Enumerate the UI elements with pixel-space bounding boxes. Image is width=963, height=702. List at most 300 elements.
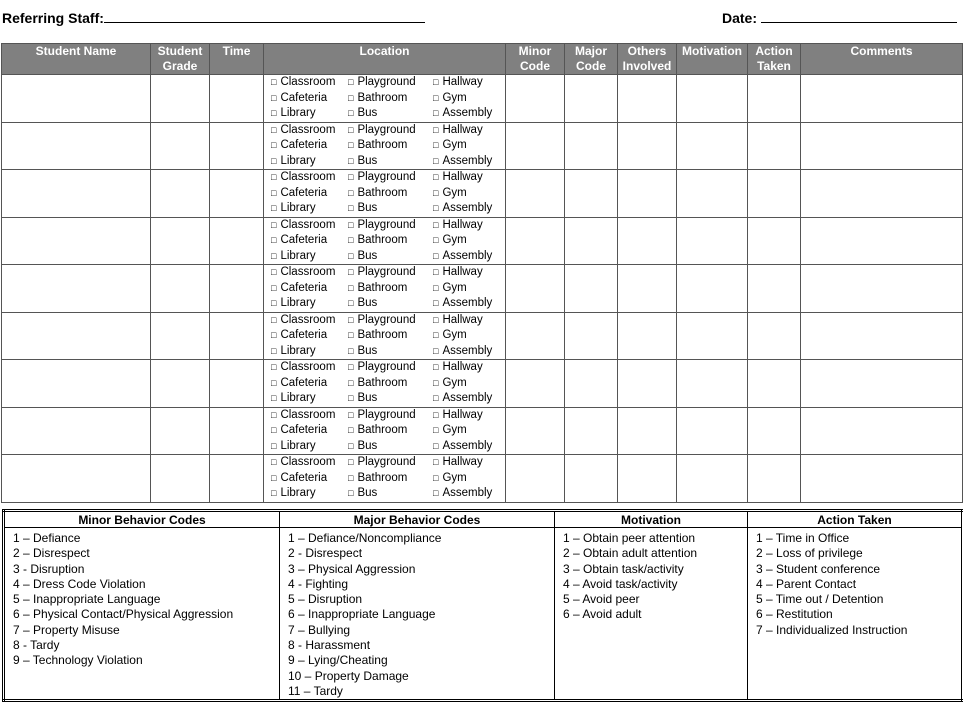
- table-row: [2, 122, 963, 170]
- location-checkbox[interactable]: [271, 313, 348, 329]
- motivation-cell[interactable]: [677, 407, 748, 455]
- location-cell: [264, 265, 506, 313]
- location-checkbox[interactable]: [433, 250, 492, 262]
- location-checkbox[interactable]: [433, 171, 483, 183]
- time-cell[interactable]: [210, 75, 264, 123]
- checkbox-icon: □: [348, 440, 354, 451]
- minor-codes-list: [4, 528, 280, 701]
- minor-code-cell[interactable]: [506, 312, 565, 360]
- location-checkbox[interactable]: [348, 455, 433, 471]
- location-checkbox[interactable]: [271, 186, 348, 202]
- location-checkbox[interactable]: [271, 486, 348, 502]
- checkbox-icon: □: [348, 298, 354, 308]
- location-checkbox[interactable]: [433, 487, 492, 499]
- location-option-label: Bathroom: [357, 91, 408, 104]
- location-checkbox[interactable]: [271, 423, 348, 439]
- checkbox-icon: □: [433, 124, 439, 135]
- checkbox-icon: □: [433, 377, 439, 388]
- location-checkbox[interactable]: [348, 91, 433, 107]
- location-checkbox[interactable]: [348, 249, 433, 265]
- location-checkbox[interactable]: [271, 344, 348, 360]
- table-row: [2, 360, 963, 408]
- location-checkbox[interactable]: [348, 423, 433, 439]
- checkbox-icon: □: [271, 250, 277, 261]
- location-checkbox[interactable]: [348, 154, 433, 170]
- checkbox-icon: □: [271, 345, 277, 356]
- referring-staff-input[interactable]: [104, 8, 425, 23]
- location-checkbox[interactable]: [433, 234, 467, 246]
- location-checkbox[interactable]: [348, 218, 433, 234]
- motivation-item: 5 – Avoid peer: [563, 592, 640, 607]
- checkbox-icon: □: [271, 187, 277, 198]
- location-cell: [264, 407, 506, 455]
- referring-staff-label: Referring Staff:: [2, 10, 104, 26]
- location-checkbox[interactable]: [271, 281, 348, 297]
- action-taken-cell[interactable]: [748, 360, 801, 408]
- location-checkbox[interactable]: [433, 76, 483, 88]
- checkbox-icon: □: [348, 377, 354, 388]
- major-code-cell[interactable]: [565, 217, 618, 265]
- location-checkbox[interactable]: [433, 107, 492, 119]
- location-option-label: Playground: [357, 408, 416, 421]
- location-checkbox[interactable]: [271, 138, 348, 154]
- motivation-cell[interactable]: [677, 170, 748, 218]
- location-options-row: [271, 91, 505, 107]
- location-options-row: [271, 75, 505, 91]
- comments-cell[interactable]: [801, 75, 963, 123]
- motivation-cell[interactable]: [677, 217, 748, 265]
- location-cell: [264, 75, 506, 123]
- location-checkbox[interactable]: [433, 124, 483, 136]
- location-option-label: Classroom: [280, 313, 336, 326]
- location-option-label: Classroom: [280, 76, 336, 88]
- others-involved-cell[interactable]: [618, 122, 677, 170]
- action-taken-cell[interactable]: [748, 455, 801, 503]
- location-checkbox[interactable]: [271, 218, 348, 234]
- location-checkbox[interactable]: [433, 92, 467, 104]
- table-row: [2, 407, 963, 455]
- checkbox-icon: □: [433, 330, 439, 340]
- location-checkbox[interactable]: [271, 360, 348, 376]
- location-option-label: Playground: [357, 266, 416, 278]
- motivation-item: 3 – Obtain task/activity: [563, 561, 684, 576]
- location-checkbox[interactable]: [348, 408, 433, 424]
- minor-code-cell[interactable]: [506, 407, 565, 455]
- time-cell[interactable]: [210, 122, 264, 170]
- table-row: [2, 312, 963, 360]
- location-checkbox[interactable]: [271, 106, 348, 122]
- others-involved-cell[interactable]: [618, 360, 677, 408]
- motivation-cell[interactable]: [677, 122, 748, 170]
- location-option-label: Library: [280, 344, 316, 357]
- time-cell[interactable]: [210, 217, 264, 265]
- location-option-label: Playground: [357, 218, 416, 231]
- location-checkbox[interactable]: [433, 409, 483, 421]
- location-checkbox[interactable]: [271, 233, 348, 249]
- action-taken-cell[interactable]: [748, 217, 801, 265]
- checkbox-icon: □: [271, 108, 277, 118]
- action-taken-cell[interactable]: [748, 312, 801, 360]
- referral-log-table: [1, 43, 963, 503]
- student-name-cell[interactable]: [2, 312, 151, 360]
- others-involved-cell[interactable]: [618, 455, 677, 503]
- student-grade-cell[interactable]: [151, 360, 210, 408]
- location-option-label: Classroom: [280, 123, 336, 136]
- checkbox-icon: □: [433, 77, 439, 87]
- location-options-row: [271, 170, 505, 186]
- time-cell[interactable]: [210, 407, 264, 455]
- location-checkbox[interactable]: [348, 75, 433, 91]
- location-option-label: Library: [280, 297, 316, 309]
- location-option-label: Bus: [357, 344, 378, 357]
- location-checkbox[interactable]: [271, 170, 348, 186]
- location-checkbox[interactable]: [348, 439, 433, 455]
- checkbox-icon: □: [271, 155, 277, 166]
- checkbox-icon: □: [271, 219, 277, 230]
- checkbox-icon: □: [271, 124, 277, 135]
- action-taken-cell[interactable]: [748, 122, 801, 170]
- motivation-title: Motivation: [555, 511, 748, 528]
- location-checkbox[interactable]: [433, 219, 483, 231]
- location-checkbox[interactable]: [348, 201, 433, 217]
- student-grade-cell[interactable]: [151, 170, 210, 218]
- checkbox-icon: □: [348, 393, 354, 403]
- location-checkbox[interactable]: [433, 392, 492, 404]
- major-code-cell[interactable]: [565, 455, 618, 503]
- location-option-label: Assembly: [442, 297, 493, 309]
- time-cell[interactable]: [210, 360, 264, 408]
- location-checkbox[interactable]: [271, 376, 348, 392]
- location-options-row: [271, 439, 505, 455]
- checkbox-icon: □: [348, 187, 354, 198]
- minor-code-item: 4 – Dress Code Violation: [13, 576, 146, 591]
- action-taken-item: 5 – Time out / Detention: [756, 592, 884, 607]
- location-options-row: [271, 360, 505, 376]
- location-checkbox[interactable]: [271, 439, 348, 455]
- location-checkbox[interactable]: [271, 265, 348, 281]
- location-option-label: Cafeteria: [280, 234, 328, 246]
- action-taken-cell[interactable]: [748, 170, 801, 218]
- location-option-label: Cafeteria: [280, 424, 328, 436]
- location-checkbox[interactable]: [348, 376, 433, 392]
- location-checkbox[interactable]: [433, 282, 467, 294]
- location-option-label: Gym: [442, 186, 467, 199]
- checkbox-icon: □: [271, 472, 277, 483]
- minor-code-cell[interactable]: [506, 455, 565, 503]
- minor-code-item: 1 – Defiance: [13, 531, 81, 545]
- location-checkbox[interactable]: [348, 471, 433, 487]
- checkbox-icon: □: [348, 362, 354, 372]
- location-checkbox[interactable]: [348, 123, 433, 139]
- minor-code-cell[interactable]: [506, 75, 565, 123]
- location-checkbox[interactable]: [433, 297, 492, 309]
- location-options-row: [271, 328, 505, 344]
- checkbox-icon: □: [348, 314, 354, 325]
- location-checkbox[interactable]: [433, 424, 467, 436]
- location-option-label: Library: [280, 154, 316, 167]
- location-checkbox[interactable]: [348, 170, 433, 186]
- location-checkbox[interactable]: [433, 187, 467, 199]
- comments-cell[interactable]: [801, 170, 963, 218]
- student-grade-cell[interactable]: [151, 455, 210, 503]
- checkbox-icon: □: [433, 362, 439, 372]
- location-options-row: [271, 138, 505, 154]
- col-minor-code: Minor Code: [506, 44, 565, 75]
- comments-cell[interactable]: [801, 265, 963, 313]
- col-motivation: Motivation: [677, 44, 748, 75]
- minor-code-cell[interactable]: [506, 265, 565, 313]
- location-option-label: Bus: [357, 249, 378, 262]
- location-option-label: Classroom: [280, 361, 336, 373]
- minor-codes-title: Minor Behavior Codes: [4, 511, 280, 528]
- location-checkbox[interactable]: [271, 471, 348, 487]
- major-code-item: 8 - Harassment: [288, 638, 371, 653]
- checkbox-icon: □: [433, 440, 439, 451]
- others-involved-cell[interactable]: [618, 312, 677, 360]
- time-cell[interactable]: [210, 312, 264, 360]
- major-code-cell[interactable]: [565, 312, 618, 360]
- location-option-label: Bus: [357, 487, 378, 499]
- checkbox-icon: □: [348, 124, 354, 135]
- comments-cell[interactable]: [801, 407, 963, 455]
- location-option-label: Hallway: [442, 361, 483, 373]
- checkbox-icon: □: [348, 345, 354, 356]
- checkbox-icon: □: [433, 457, 439, 467]
- location-checkbox[interactable]: [348, 138, 433, 154]
- checkbox-icon: □: [348, 92, 354, 103]
- others-involved-cell[interactable]: [618, 217, 677, 265]
- checkbox-icon: □: [348, 250, 354, 261]
- checkbox-icon: □: [271, 203, 277, 213]
- major-code-cell[interactable]: [565, 360, 618, 408]
- others-involved-cell[interactable]: [618, 170, 677, 218]
- location-checkbox[interactable]: [348, 233, 433, 249]
- major-code-item: 11 – Tardy: [288, 683, 343, 698]
- minor-code-cell[interactable]: [506, 360, 565, 408]
- student-grade-cell[interactable]: [151, 122, 210, 170]
- location-options-row: [271, 423, 505, 439]
- checkbox-icon: □: [433, 250, 439, 261]
- date-label: Date:: [722, 10, 758, 26]
- checkbox-icon: □: [348, 425, 354, 435]
- comments-cell[interactable]: [801, 360, 963, 408]
- location-checkbox[interactable]: [348, 344, 433, 360]
- checkbox-icon: □: [348, 203, 354, 213]
- location-option-label: Hallway: [442, 456, 483, 468]
- others-involved-cell[interactable]: [618, 265, 677, 313]
- location-checkbox[interactable]: [433, 377, 467, 389]
- location-option-label: Cafeteria: [280, 281, 328, 294]
- checkbox-icon: □: [348, 172, 354, 182]
- location-checkbox[interactable]: [348, 186, 433, 202]
- checkbox-icon: □: [271, 92, 277, 103]
- location-option-label: Playground: [357, 456, 416, 468]
- location-option-label: Bathroom: [357, 139, 408, 151]
- location-option-label: Classroom: [280, 408, 336, 421]
- action-taken-item: 2 – Loss of privilege: [756, 546, 863, 561]
- motivation-cell[interactable]: [677, 360, 748, 408]
- location-checkbox[interactable]: [433, 440, 492, 452]
- student-name-cell[interactable]: [2, 455, 151, 503]
- location-option-label: Assembly: [442, 107, 493, 119]
- location-option-label: Gym: [442, 329, 467, 341]
- location-checkbox[interactable]: [348, 486, 433, 502]
- location-option-label: Classroom: [280, 456, 336, 468]
- student-name-cell[interactable]: [2, 170, 151, 218]
- checkbox-icon: □: [433, 219, 439, 230]
- student-grade-cell[interactable]: [151, 75, 210, 123]
- major-codes-list: [280, 528, 555, 701]
- location-options-row: [271, 455, 505, 471]
- location-checkbox[interactable]: [271, 249, 348, 265]
- location-option-label: Cafeteria: [280, 471, 328, 484]
- time-cell[interactable]: [210, 265, 264, 313]
- time-cell[interactable]: [210, 170, 264, 218]
- location-options-row: [271, 471, 505, 487]
- location-option-label: Gym: [442, 471, 467, 484]
- location-checkbox[interactable]: [433, 456, 483, 468]
- location-option-label: Hallway: [442, 76, 483, 88]
- location-option-label: Playground: [357, 76, 416, 88]
- checkbox-icon: □: [433, 472, 439, 483]
- checkbox-icon: □: [271, 377, 277, 388]
- student-name-cell[interactable]: [2, 122, 151, 170]
- time-cell[interactable]: [210, 455, 264, 503]
- location-checkbox[interactable]: [433, 266, 483, 278]
- location-checkbox[interactable]: [433, 202, 492, 214]
- student-name-cell[interactable]: [2, 407, 151, 455]
- location-checkbox[interactable]: [433, 314, 483, 326]
- location-checkbox[interactable]: [348, 106, 433, 122]
- date-input[interactable]: [761, 8, 957, 23]
- location-option-label: Library: [280, 249, 316, 262]
- location-checkbox[interactable]: [348, 328, 433, 344]
- location-option-label: Bus: [357, 202, 378, 214]
- location-options-row: [271, 376, 505, 392]
- location-option-label: Library: [280, 392, 316, 404]
- location-option-label: Library: [280, 439, 316, 452]
- location-checkbox[interactable]: [348, 360, 433, 376]
- checkbox-icon: □: [433, 298, 439, 308]
- comments-cell[interactable]: [801, 455, 963, 503]
- student-name-cell[interactable]: [2, 360, 151, 408]
- location-checkbox[interactable]: [271, 391, 348, 407]
- checkbox-icon: □: [348, 488, 354, 498]
- checkbox-icon: □: [433, 425, 439, 435]
- location-option-label: Playground: [357, 313, 416, 326]
- major-code-cell[interactable]: [565, 265, 618, 313]
- location-option-label: Gym: [442, 281, 467, 294]
- major-code-item: 1 – Defiance/Noncompliance: [288, 531, 442, 545]
- location-checkbox[interactable]: [271, 154, 348, 170]
- location-checkbox[interactable]: [348, 296, 433, 312]
- location-checkbox[interactable]: [271, 91, 348, 107]
- checkbox-icon: □: [348, 282, 354, 293]
- minor-code-cell[interactable]: [506, 122, 565, 170]
- location-checkbox[interactable]: [271, 75, 348, 91]
- location-option-label: Assembly: [442, 249, 493, 262]
- checkbox-icon: □: [348, 108, 354, 118]
- student-grade-cell[interactable]: [151, 407, 210, 455]
- checkbox-icon: □: [348, 140, 354, 150]
- location-checkbox[interactable]: [271, 328, 348, 344]
- location-option-label: Bathroom: [357, 234, 408, 246]
- action-taken-cell[interactable]: [748, 407, 801, 455]
- comments-cell[interactable]: [801, 312, 963, 360]
- student-name-cell[interactable]: [2, 217, 151, 265]
- motivation-cell[interactable]: [677, 75, 748, 123]
- location-options-row: [271, 296, 505, 312]
- major-code-cell[interactable]: [565, 75, 618, 123]
- others-involved-cell[interactable]: [618, 75, 677, 123]
- comments-cell[interactable]: [801, 122, 963, 170]
- location-option-label: Hallway: [442, 266, 483, 278]
- col-location: Location: [264, 44, 506, 75]
- major-code-cell[interactable]: [565, 170, 618, 218]
- student-name-cell[interactable]: [2, 265, 151, 313]
- table-row: [2, 455, 963, 503]
- location-cell: [264, 312, 506, 360]
- location-options-row: [271, 486, 505, 502]
- col-others-involved: Others Involved: [618, 44, 677, 75]
- student-grade-cell[interactable]: [151, 265, 210, 313]
- checkbox-icon: □: [271, 330, 277, 340]
- student-grade-cell[interactable]: [151, 217, 210, 265]
- location-checkbox[interactable]: [348, 265, 433, 281]
- location-checkbox[interactable]: [433, 345, 492, 357]
- location-checkbox[interactable]: [348, 313, 433, 329]
- checkbox-icon: □: [433, 155, 439, 166]
- location-option-label: Classroom: [280, 266, 336, 278]
- location-checkbox[interactable]: [271, 296, 348, 312]
- minor-code-item: 7 – Property Misuse: [13, 622, 120, 637]
- action-taken-cell[interactable]: [748, 75, 801, 123]
- major-code-cell[interactable]: [565, 407, 618, 455]
- location-option-label: Hallway: [442, 408, 483, 421]
- location-options-row: [271, 313, 505, 329]
- location-checkbox[interactable]: [433, 361, 483, 373]
- location-checkbox[interactable]: [271, 408, 348, 424]
- major-code-cell[interactable]: [565, 122, 618, 170]
- motivation-cell[interactable]: [677, 265, 748, 313]
- comments-cell[interactable]: [801, 217, 963, 265]
- location-checkbox[interactable]: [433, 472, 467, 484]
- action-taken-cell[interactable]: [748, 265, 801, 313]
- location-checkbox[interactable]: [348, 391, 433, 407]
- student-grade-cell[interactable]: [151, 312, 210, 360]
- checkbox-icon: □: [271, 77, 277, 87]
- col-student-name: Student Name: [2, 44, 151, 75]
- minor-code-cell[interactable]: [506, 217, 565, 265]
- motivation-cell[interactable]: [677, 455, 748, 503]
- motivation-item: 2 – Obtain adult attention: [563, 546, 698, 561]
- checkbox-icon: □: [271, 440, 277, 451]
- location-option-label: Classroom: [280, 171, 336, 183]
- location-checkbox[interactable]: [271, 123, 348, 139]
- location-checkbox[interactable]: [433, 329, 467, 341]
- minor-code-cell[interactable]: [506, 170, 565, 218]
- motivation-cell[interactable]: [677, 312, 748, 360]
- location-checkbox[interactable]: [348, 281, 433, 297]
- location-checkbox[interactable]: [433, 155, 492, 167]
- student-name-cell[interactable]: [2, 75, 151, 123]
- checkbox-icon: □: [348, 155, 354, 166]
- location-option-label: Assembly: [442, 392, 493, 404]
- location-checkbox[interactable]: [271, 455, 348, 471]
- others-involved-cell[interactable]: [618, 407, 677, 455]
- location-checkbox[interactable]: [271, 201, 348, 217]
- location-checkbox[interactable]: [433, 139, 467, 151]
